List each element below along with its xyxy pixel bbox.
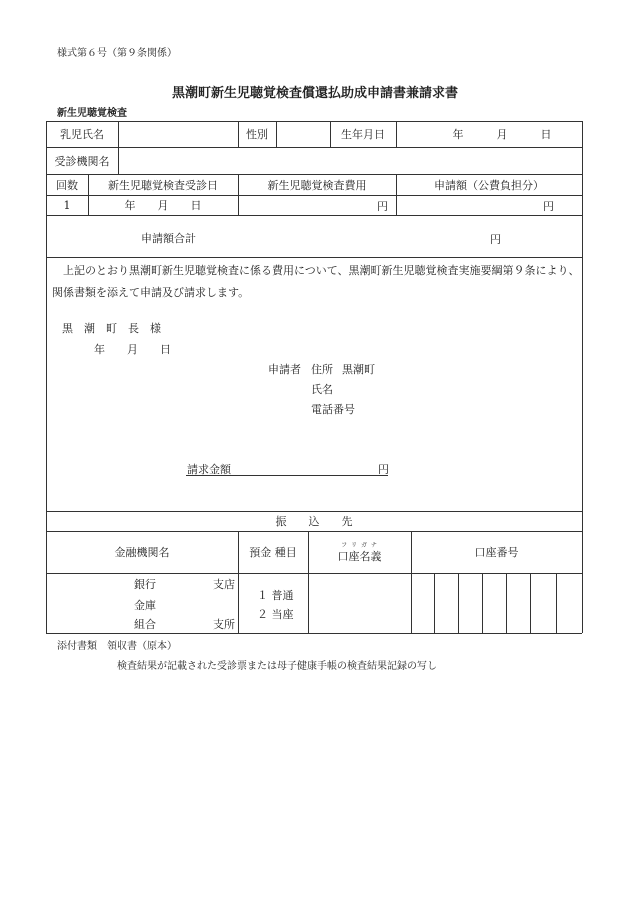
bank-label: 銀行 (134, 578, 156, 591)
transfer-heading: 振 込 先 (275, 515, 353, 528)
account-holder-field[interactable] (309, 574, 410, 632)
rule (46, 215, 582, 216)
furigana-label: フ リ ガ ナ (341, 542, 378, 549)
clinic-label: 受診機関名 (54, 154, 110, 168)
clinic-field[interactable] (119, 148, 581, 173)
branch-label: 支店 (213, 578, 235, 591)
birth-date-field[interactable]: 年 月 日 (452, 128, 552, 141)
kumiai-label: 組合 (134, 618, 156, 631)
application-date: 年 月 日 (94, 343, 171, 356)
deposit-type-checking[interactable]: ２ 当座 (257, 608, 294, 621)
count-header: 回数 (56, 178, 78, 192)
total-yen: 円 (490, 233, 501, 246)
request-amount-yen: 円 (543, 200, 554, 213)
account-digit-divider (434, 573, 435, 633)
infant-name-label: 乳児氏名 (60, 128, 104, 141)
declaration-text: 上記のとおり黒潮町新生児聴覚検査に係る費用について、黒潮町新生児聴覚検査実施要綱第９条により、関係書類を添えて申請及び請求します。 (52, 264, 580, 299)
deposit-type-header: 預金 種目 (249, 546, 297, 559)
applicant-label: 申請者 (268, 363, 301, 376)
account-digit-divider (530, 573, 531, 633)
row-number: 1 (63, 198, 71, 212)
rule (46, 257, 582, 258)
birth-date-label: 生年月日 (341, 128, 385, 141)
account-digit-divider (506, 573, 507, 633)
deposit-type-ordinary[interactable]: １ 普通 (257, 589, 294, 602)
claim-amount-yen: 円 (378, 463, 389, 476)
claim-amount-label: 請求金額 (187, 463, 231, 476)
bank-name-header: 金融機関名 (114, 546, 170, 559)
attachment-item-2: 検査結果が記載された受診票または母子健康手帳の検査結果記録の写し (117, 661, 437, 672)
shinkin-label: 金庫 (134, 599, 156, 612)
gender-field[interactable] (277, 122, 329, 146)
claim-amount-field[interactable] (232, 458, 372, 474)
form-number: 様式第６号（第９条関係） (57, 48, 177, 59)
account-holder-header: 口座名義 (337, 550, 382, 563)
name-label: 氏名 (311, 383, 333, 396)
gender-label: 性別 (246, 128, 268, 141)
page-title: 黒潮町新生児聴覚検査償還払助成申請書兼請求書 (171, 86, 458, 101)
account-digit-divider (482, 573, 483, 633)
addressee: 黒 潮 町 長 様 (62, 322, 161, 335)
exam-date-header: 新生児聴覚検査受診日 (108, 178, 218, 192)
exam-cost-header: 新生児聴覚検査費用 (267, 178, 367, 192)
branch2-label: 支所 (213, 618, 235, 631)
section-label: 新生児聴覚検査 (57, 108, 127, 119)
phone-label: 電話番号 (311, 403, 355, 416)
infant-name-field[interactable] (119, 122, 237, 146)
exam-cost-yen: 円 (377, 200, 388, 213)
address-label: 住所 (311, 363, 333, 376)
address-value: 黒潮町 (342, 363, 375, 376)
total-label: 申請額合計 (141, 232, 196, 245)
request-amount-header: 申請額（公費負担分） (434, 178, 544, 192)
attachments-label: 添付書類 領収書（原本） (57, 641, 177, 652)
account-number-header: 口座番号 (474, 546, 519, 559)
table-border-right (582, 121, 583, 633)
claim-amount-underline (186, 475, 388, 476)
table-border-bottom (46, 633, 582, 634)
account-digit-divider (556, 573, 557, 633)
account-digit-divider (458, 573, 459, 633)
exam-date-field[interactable]: 年 月 日 (124, 199, 202, 212)
